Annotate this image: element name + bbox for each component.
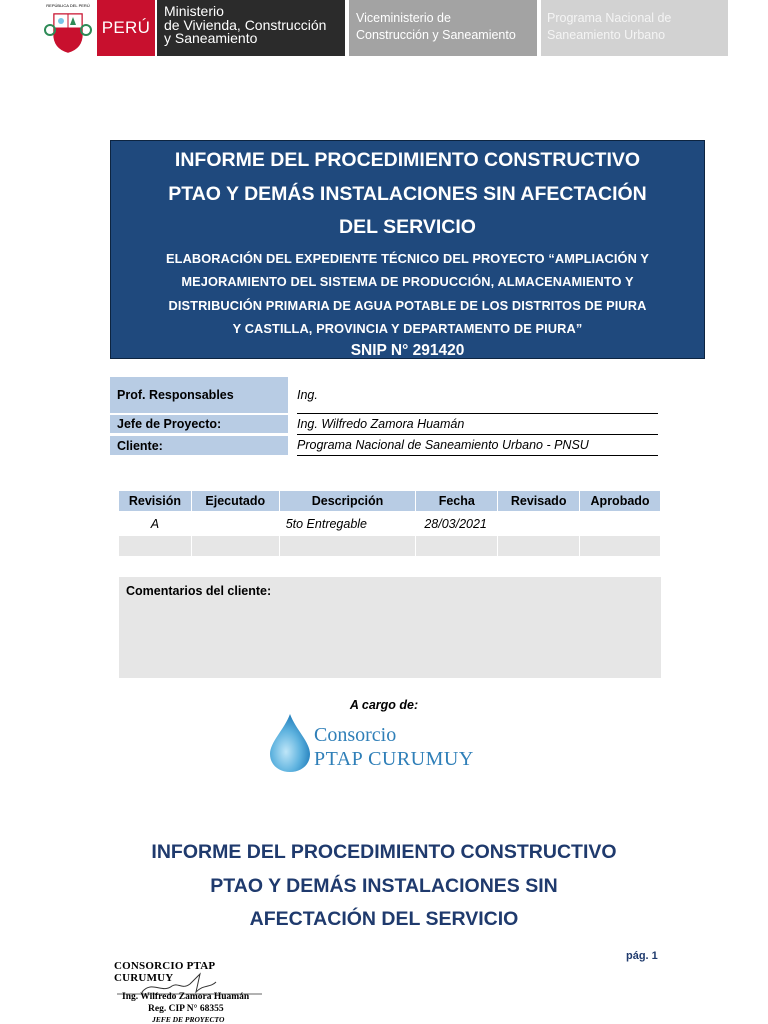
cell [416, 536, 498, 557]
cell [119, 536, 192, 557]
info-row-responsables [110, 377, 660, 413]
revision-table [118, 490, 661, 557]
logo-text-line-2: PTAP CURUMUY [314, 748, 474, 770]
col-header: Revisado [498, 491, 580, 512]
cell [580, 512, 661, 536]
info-value: Programa Nacional de Saneamiento Urbano - PNSU [297, 435, 658, 456]
vice-line-2: Construcción y Saneamiento [356, 28, 516, 42]
peru-brand-block [97, 0, 155, 56]
responsible-label: A cargo de: [349, 698, 419, 712]
info-label: Cliente: [110, 436, 288, 455]
stamp-name: Ing. Wilfredo Zamora Huamán [122, 992, 250, 1002]
table-row [119, 512, 661, 536]
water-drop-icon [266, 712, 314, 776]
info-label: Jefe de Proyecto: [110, 415, 288, 433]
ministry-line-3: y Saneamiento [164, 30, 258, 46]
col-header: Aprobado [580, 491, 661, 512]
subtitle-line-3: DISTRIBUCIÓN PRIMARIA DE AGUA POTABLE DE LOS DISTRITOS DE PIURA [168, 297, 647, 313]
col-header: Ejecutado [191, 491, 279, 512]
viceministry-block [349, 0, 537, 56]
country-label: PERÚ [101, 18, 151, 37]
cell [498, 512, 580, 536]
table-row [119, 536, 661, 557]
cell [580, 536, 661, 557]
cell [498, 536, 580, 557]
report-title [111, 144, 704, 245]
subtitle-line-4: Y CASTILLA, PROVINCIA Y DEPARTAMENTO DE PIURA” [232, 321, 583, 336]
ministry-block [157, 0, 345, 56]
cell [279, 536, 416, 557]
stamp-registration: Reg. CIP N° 68355 [148, 1004, 224, 1014]
snip-code: SNIP N° 291420 [350, 341, 465, 359]
client-comments-box [119, 577, 661, 678]
svg-text:REPÚBLICA DEL PERÚ: REPÚBLICA DEL PERÚ [46, 3, 90, 8]
revision-header-row [119, 491, 661, 512]
vice-line-1: Viceministerio de [356, 11, 451, 25]
stamp-company: CONSORCIO PTAP CURUMUY [114, 960, 215, 984]
title-line-1: INFORME DEL PROCEDIMIENTO CONSTRUCTIVO [174, 149, 641, 171]
title-line-3: DEL SERVICIO [339, 216, 476, 238]
project-info-table [110, 377, 660, 457]
peru-coat-of-arms-logo [40, 0, 96, 56]
bottom-title-line-1: INFORME DEL PROCEDIMIENTO CONSTRUCTIVO [151, 841, 617, 863]
title-box [110, 140, 705, 359]
ministry-line-1: Ministerio [164, 3, 224, 19]
info-label: Prof. Responsables [110, 377, 288, 413]
title-line-2: PTAO Y DEMÁS INSTALACIONES SIN AFECTACIÓN [168, 182, 647, 205]
program-line-2: Saneamiento Urbano [547, 28, 666, 42]
comments-label: Comentarios del cliente: [126, 584, 272, 598]
info-row-cliente [110, 435, 660, 457]
bottom-title-line-3: AFECTACIÓN DEL SERVICIO [249, 908, 519, 930]
signature-stamp [112, 960, 270, 1024]
cell: A [119, 512, 192, 536]
cell [191, 536, 279, 557]
stamp-role: JEFE DE PROYECTO [152, 1015, 225, 1024]
cell: 5to Entregable [279, 512, 416, 536]
info-row-jefe [110, 413, 660, 435]
info-value: Ing. Wilfredo Zamora Huamán [297, 414, 658, 435]
logo-text-line-1: Consorcio [314, 724, 397, 746]
ministry-line-2: de Vivienda, Construcción [164, 16, 327, 33]
program-line-1: Programa Nacional de [547, 11, 672, 25]
bottom-title [0, 836, 768, 937]
subtitle-line-2: MEJORAMIENTO DEL SISTEMA DE PRODUCCIÓN, ALMACENAMIENTO Y [181, 274, 634, 289]
consortium-logo [266, 712, 492, 776]
col-header: Fecha [416, 491, 498, 512]
bottom-title-line-2: PTAO Y DEMÁS INSTALACIONES SIN [210, 874, 558, 897]
program-block [541, 0, 728, 56]
project-description [111, 247, 704, 341]
col-header: Revisión [119, 491, 192, 512]
subtitle-line-1: ELABORACIÓN DEL EXPEDIENTE TÉCNICO DEL PROYECTO “AMPLIACIÓN Y [166, 250, 649, 266]
page-number: pág. 1 [626, 950, 658, 962]
cell: 28/03/2021 [416, 512, 498, 536]
cell [191, 512, 279, 536]
col-header: Descripción [279, 491, 416, 512]
info-value: Ing. [297, 377, 658, 414]
